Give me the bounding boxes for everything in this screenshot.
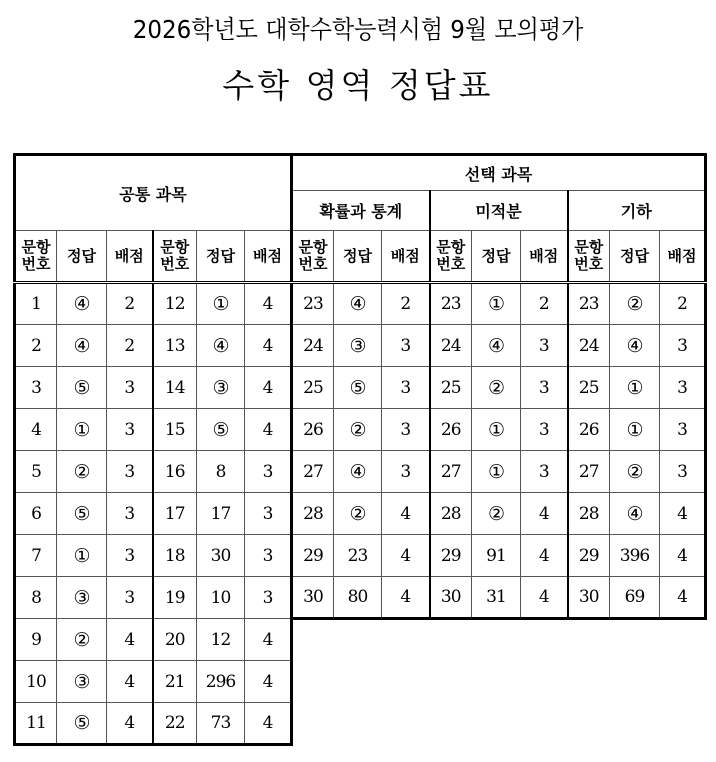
- question-number-cell: 14: [153, 367, 197, 409]
- table-row: [15, 409, 292, 451]
- score-cell: 3: [107, 493, 153, 535]
- question-number-cell: 30: [430, 577, 472, 619]
- score-cell: 3: [382, 409, 430, 451]
- question-number-cell: 25: [292, 367, 334, 409]
- answer-cell: ④: [334, 283, 382, 325]
- score-cell: 3: [107, 451, 153, 493]
- score-cell: 3: [660, 367, 706, 409]
- score-cell: 4: [382, 577, 430, 619]
- subject-calculus: 미적분: [430, 191, 568, 231]
- column-header-score: 배점: [382, 231, 430, 283]
- answer-cell: 396: [610, 535, 660, 577]
- question-number-cell: 30: [292, 577, 334, 619]
- table-row: [292, 577, 706, 619]
- question-number-cell: 21: [153, 661, 197, 703]
- question-number-cell: 25: [568, 367, 610, 409]
- score-cell: 3: [521, 367, 568, 409]
- question-number-cell: 25: [430, 367, 472, 409]
- question-number-cell: 3: [15, 367, 57, 409]
- score-cell: 3: [660, 325, 706, 367]
- answer-cell: ①: [472, 283, 521, 325]
- table-row: [292, 283, 706, 325]
- table-row: [15, 703, 292, 745]
- question-number-cell: 28: [292, 493, 334, 535]
- table-row: [15, 493, 292, 535]
- question-number-cell: 27: [430, 451, 472, 493]
- answer-cell: 23: [334, 535, 382, 577]
- table-row: [15, 451, 292, 493]
- question-number-cell: 8: [15, 577, 57, 619]
- score-cell: 3: [245, 535, 292, 577]
- score-cell: 2: [107, 325, 153, 367]
- answer-cell: ③: [334, 325, 382, 367]
- answer-cell: ⑤: [197, 409, 245, 451]
- score-cell: 4: [521, 577, 568, 619]
- table-row: [292, 451, 706, 493]
- score-cell: 3: [245, 493, 292, 535]
- elective-subject-table: [290, 153, 707, 620]
- answer-cell: ①: [197, 283, 245, 325]
- table-row: [292, 409, 706, 451]
- score-cell: 4: [245, 367, 292, 409]
- answer-cell: ①: [472, 409, 521, 451]
- question-number-cell: 17: [153, 493, 197, 535]
- score-cell: 3: [382, 367, 430, 409]
- column-header-answer: 정답: [197, 231, 245, 283]
- score-cell: 3: [382, 451, 430, 493]
- question-number-cell: 23: [292, 283, 334, 325]
- answer-cell: 12: [197, 619, 245, 661]
- answer-cell: ①: [610, 367, 660, 409]
- table-row: [15, 367, 292, 409]
- answer-cell: ④: [197, 325, 245, 367]
- answer-cell: 17: [197, 493, 245, 535]
- answer-cell: 296: [197, 661, 245, 703]
- score-cell: 2: [107, 283, 153, 325]
- score-cell: 4: [521, 535, 568, 577]
- column-header-question-number: 문항 번호: [292, 231, 334, 283]
- score-cell: 4: [107, 619, 153, 661]
- score-cell: 4: [245, 703, 292, 745]
- answer-cell: ②: [334, 409, 382, 451]
- question-number-cell: 18: [153, 535, 197, 577]
- question-number-cell: 24: [292, 325, 334, 367]
- score-cell: 2: [382, 283, 430, 325]
- column-header-answer: 정답: [610, 231, 660, 283]
- table-row: [15, 619, 292, 661]
- answer-cell: ④: [472, 325, 521, 367]
- answer-cell: ②: [57, 619, 107, 661]
- score-cell: 4: [107, 661, 153, 703]
- column-header-score: 배점: [521, 231, 568, 283]
- column-header-question-number: 문항 번호: [430, 231, 472, 283]
- question-number-cell: 28: [430, 493, 472, 535]
- table-row: [15, 283, 292, 325]
- question-number-cell: 10: [15, 661, 57, 703]
- answer-cell: ③: [57, 661, 107, 703]
- score-cell: 3: [107, 367, 153, 409]
- question-number-cell: 7: [15, 535, 57, 577]
- question-number-cell: 24: [430, 325, 472, 367]
- answer-cell: 73: [197, 703, 245, 745]
- table-row: [15, 661, 292, 703]
- question-number-cell: 27: [568, 451, 610, 493]
- question-number-cell: 15: [153, 409, 197, 451]
- score-cell: 4: [245, 661, 292, 703]
- score-cell: 4: [660, 535, 706, 577]
- question-number-cell: 11: [15, 703, 57, 745]
- answer-cell: ②: [610, 283, 660, 325]
- question-number-cell: 23: [568, 283, 610, 325]
- score-cell: 3: [521, 409, 568, 451]
- answer-cell: ④: [57, 283, 107, 325]
- question-number-cell: 19: [153, 577, 197, 619]
- score-cell: 3: [107, 535, 153, 577]
- table-row: [15, 325, 292, 367]
- score-cell: 3: [660, 409, 706, 451]
- question-number-cell: 6: [15, 493, 57, 535]
- common-column-header-row: [15, 231, 292, 283]
- table-row: [292, 493, 706, 535]
- question-number-cell: 12: [153, 283, 197, 325]
- elective-subject-title: 선택 과목: [292, 155, 706, 191]
- score-cell: 3: [245, 577, 292, 619]
- score-cell: 3: [107, 577, 153, 619]
- answer-cell: 31: [472, 577, 521, 619]
- answer-cell: 91: [472, 535, 521, 577]
- score-cell: 3: [521, 325, 568, 367]
- answer-cell: ②: [472, 493, 521, 535]
- column-header-answer: 정답: [57, 231, 107, 283]
- score-cell: 3: [382, 325, 430, 367]
- answer-cell: ④: [610, 493, 660, 535]
- table-row: [15, 535, 292, 577]
- question-number-cell: 26: [568, 409, 610, 451]
- column-header-question-number: 문항 번호: [153, 231, 197, 283]
- column-header-score: 배점: [660, 231, 706, 283]
- answer-cell: 69: [610, 577, 660, 619]
- answer-cell: ⑤: [57, 703, 107, 745]
- question-number-cell: 5: [15, 451, 57, 493]
- table-row: [292, 535, 706, 577]
- common-subject-table: [13, 153, 293, 746]
- column-header-question-number: 문항 번호: [15, 231, 57, 283]
- document-subtitle: 수학 영역 정답표: [222, 66, 494, 105]
- question-number-cell: 2: [15, 325, 57, 367]
- question-number-cell: 26: [430, 409, 472, 451]
- answer-cell: ②: [610, 451, 660, 493]
- score-cell: 4: [107, 703, 153, 745]
- common-subject-title: 공통 과목: [15, 155, 292, 231]
- score-cell: 4: [245, 409, 292, 451]
- column-header-question-number: 문항 번호: [568, 231, 610, 283]
- answer-cell: ③: [57, 577, 107, 619]
- answer-cell: ①: [610, 409, 660, 451]
- answer-cell: ④: [334, 451, 382, 493]
- answer-cell: ⑤: [57, 493, 107, 535]
- table-row: [292, 367, 706, 409]
- question-number-cell: 29: [292, 535, 334, 577]
- score-cell: 3: [245, 451, 292, 493]
- score-cell: 2: [660, 283, 706, 325]
- subject-probability-statistics: 확률과 통계: [292, 191, 430, 231]
- answer-cell: ②: [57, 451, 107, 493]
- score-cell: 4: [245, 325, 292, 367]
- score-cell: 4: [660, 577, 706, 619]
- question-number-cell: 4: [15, 409, 57, 451]
- score-cell: 4: [521, 493, 568, 535]
- score-cell: 4: [382, 493, 430, 535]
- score-cell: 4: [382, 535, 430, 577]
- question-number-cell: 16: [153, 451, 197, 493]
- question-number-cell: 30: [568, 577, 610, 619]
- answer-cell: 80: [334, 577, 382, 619]
- score-cell: 3: [660, 451, 706, 493]
- column-header-score: 배점: [245, 231, 292, 283]
- answer-cell: ⑤: [57, 367, 107, 409]
- question-number-cell: 29: [430, 535, 472, 577]
- column-header-answer: 정답: [334, 231, 382, 283]
- question-number-cell: 1: [15, 283, 57, 325]
- answer-cell: ⑤: [334, 367, 382, 409]
- answer-cell: ①: [472, 451, 521, 493]
- score-cell: 4: [245, 283, 292, 325]
- column-header-answer: 정답: [472, 231, 521, 283]
- table-row: [292, 325, 706, 367]
- answer-cell: ②: [334, 493, 382, 535]
- score-cell: 2: [521, 283, 568, 325]
- table-row: [15, 577, 292, 619]
- answer-cell: 10: [197, 577, 245, 619]
- question-number-cell: 20: [153, 619, 197, 661]
- answer-cell: ②: [472, 367, 521, 409]
- question-number-cell: 22: [153, 703, 197, 745]
- score-cell: 4: [245, 619, 292, 661]
- document-title: 2026학년도 대학수학능력시험 9월 모의평가: [132, 15, 584, 44]
- column-header-score: 배점: [107, 231, 153, 283]
- answer-cell: ③: [197, 367, 245, 409]
- question-number-cell: 28: [568, 493, 610, 535]
- score-cell: 3: [107, 409, 153, 451]
- question-number-cell: 29: [568, 535, 610, 577]
- question-number-cell: 23: [430, 283, 472, 325]
- subject-geometry: 기하: [568, 191, 706, 231]
- score-cell: 3: [521, 451, 568, 493]
- question-number-cell: 9: [15, 619, 57, 661]
- answer-cell: ①: [57, 409, 107, 451]
- elective-column-header-row: [292, 231, 706, 283]
- question-number-cell: 26: [292, 409, 334, 451]
- answer-cell: 30: [197, 535, 245, 577]
- score-cell: 4: [660, 493, 706, 535]
- answer-cell: 8: [197, 451, 245, 493]
- answer-cell: ④: [610, 325, 660, 367]
- question-number-cell: 27: [292, 451, 334, 493]
- answer-cell: ①: [57, 535, 107, 577]
- question-number-cell: 13: [153, 325, 197, 367]
- answer-cell: ④: [57, 325, 107, 367]
- question-number-cell: 24: [568, 325, 610, 367]
